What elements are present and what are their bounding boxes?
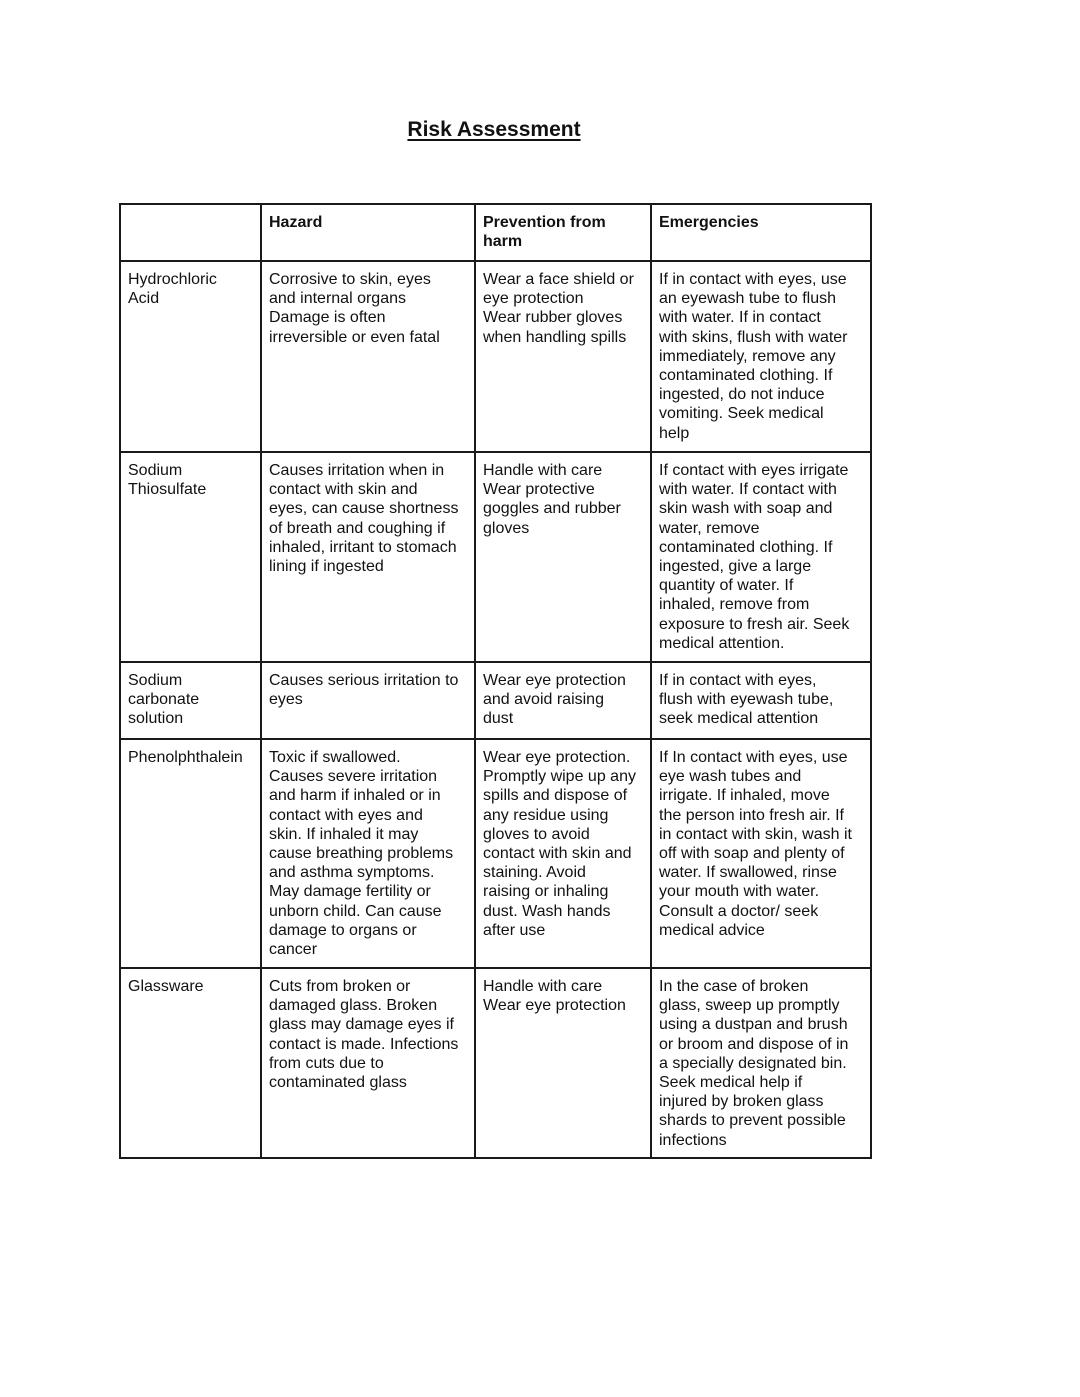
table-row — [120, 452, 871, 662]
hazard-cell: Causes irritation when in contact with skin and eyes, can cause shortness of breath and coughing if inhaled, irritant to stomach lining if ingested — [261, 452, 475, 662]
prevention-cell: Wear a face shield or eye protection Wear rubber gloves when handling spills — [475, 261, 651, 452]
emergencies-cell: If in contact with eyes, use an eyewash tube to flush with water. If in contact with skins, flush with water immediately, remove any contaminated clothing. If ingested, do not induce vomiting. Seek medical help — [651, 261, 871, 452]
header-cell-prevention: Prevention from harm — [475, 204, 651, 261]
hazard-cell: Toxic if swallowed. Causes severe irritation and harm if inhaled or in contact with eyes and skin. If inhaled it may cause breathing problems and asthma symptoms. May damage fertility or unborn child. Can cause damage to organs or cancer — [261, 739, 475, 968]
table-header-row — [120, 204, 871, 261]
risk-assessment-table — [119, 203, 872, 1159]
emergencies-cell: If In contact with eyes, use eye wash tubes and irrigate. If inhaled, move the person into fresh air. If in contact with skin, wash it off with soap and plenty of water. If swallowed, rinse your mouth with water. Consult a doctor/ seek medical advice — [651, 739, 871, 968]
header-cell-emergencies: Emergencies — [651, 204, 871, 261]
page-title: Risk Assessment — [407, 118, 581, 141]
substance-cell: Phenolphthalein — [120, 739, 261, 968]
emergencies-cell: If contact with eyes irrigate with water. If contact with skin wash with soap and water, remove contaminated clothing. If ingested, give a large quantity of water. If inhaled, remove from exposure to fresh air. Seek medical attention. — [651, 452, 871, 662]
prevention-cell: Handle with care Wear eye protection — [475, 968, 651, 1158]
table-row — [120, 662, 871, 739]
prevention-cell: Wear eye protection. Promptly wipe up any spills and dispose of any residue using gloves to avoid contact with skin and staining. Avoid raising or inhaling dust. Wash hands after use — [475, 739, 651, 968]
emergencies-cell: In the case of broken glass, sweep up promptly using a dustpan and brush or broom and dispose of in a specially designated bin. Seek medical help if injured by broken glass shards to prevent possible infections — [651, 968, 871, 1158]
header-cell-hazard: Hazard — [261, 204, 475, 261]
substance-cell: Sodium carbonate solution — [120, 662, 261, 739]
table-row — [120, 968, 871, 1158]
substance-cell: Hydrochloric Acid — [120, 261, 261, 452]
header-cell-empty — [120, 204, 261, 261]
prevention-cell: Handle with care Wear protective goggles and rubber gloves — [475, 452, 651, 662]
table-row — [120, 739, 871, 968]
emergencies-cell: If in contact with eyes, flush with eyewash tube, seek medical attention — [651, 662, 871, 739]
substance-cell: Sodium Thiosulfate — [120, 452, 261, 662]
substance-cell: Glassware — [120, 968, 261, 1158]
table-row — [120, 261, 871, 452]
prevention-cell: Wear eye protection and avoid raising dust — [475, 662, 651, 739]
hazard-cell: Causes serious irritation to eyes — [261, 662, 475, 739]
hazard-cell: Corrosive to skin, eyes and internal organs Damage is often irreversible or even fatal — [261, 261, 475, 452]
hazard-cell: Cuts from broken or damaged glass. Broken glass may damage eyes if contact is made. Infections from cuts due to contaminated glass — [261, 968, 475, 1158]
